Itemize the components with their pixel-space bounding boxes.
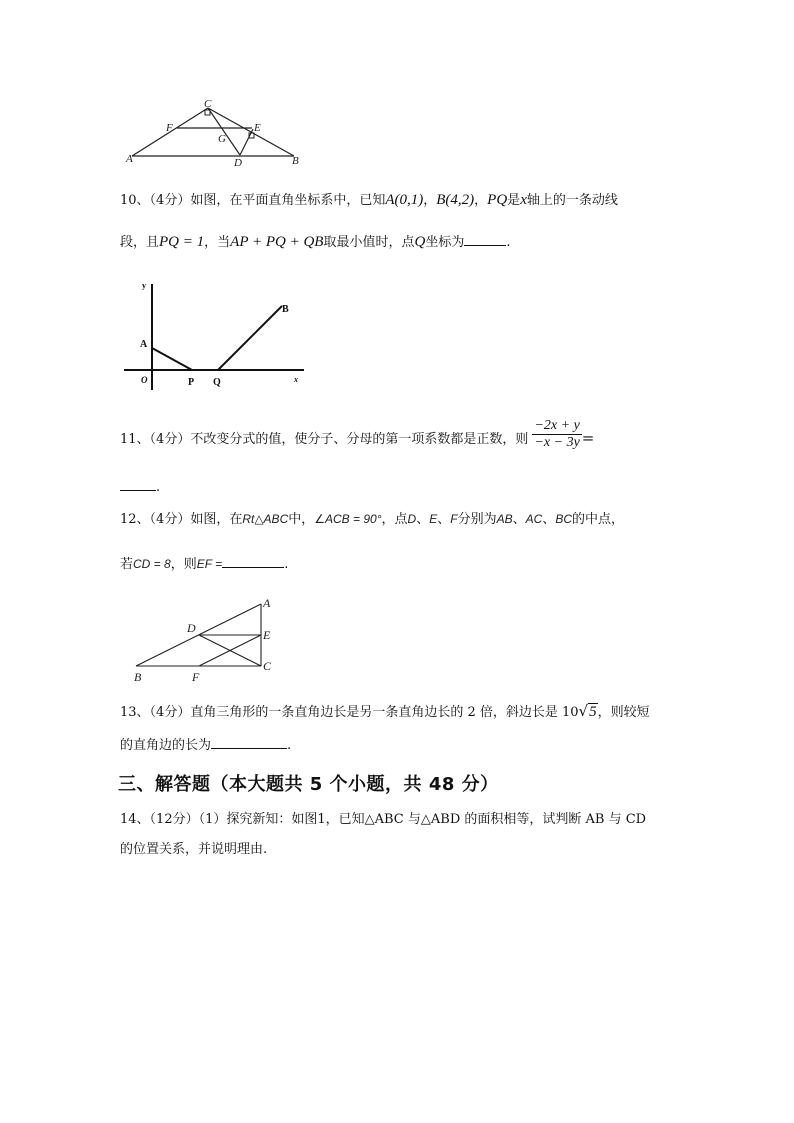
fig2-label-o: O [141, 375, 148, 385]
fig2-label-a: A [140, 339, 148, 350]
fig1-label-a: A [126, 153, 133, 165]
sqrt-radicand: 5 [589, 704, 597, 720]
fig1-label-g: G [218, 133, 226, 145]
fig2-label-b: B [282, 304, 289, 315]
answer-blank[interactable] [211, 736, 287, 749]
fig3-label-e: E [263, 628, 271, 642]
question-10-line2: 段，且PQ = 1，当AP + PQ + QB取最小值时，点Q坐标为 . [120, 234, 511, 250]
fig3-label-f: F [192, 670, 200, 684]
fig1-label-f: F [166, 122, 173, 134]
fig3-label-c: C [263, 659, 272, 673]
fig2-label-x: x [294, 375, 298, 384]
point-b-coord: B(4,2) [436, 192, 475, 208]
question-13-line2: 的直角边的长为 . [120, 738, 292, 753]
fig3-label-b: B [134, 670, 142, 684]
fig2-label-q: Q [213, 377, 221, 388]
question-12-line1: 12、（4分）如图，在Rt△ABC中，∠ACB = 90°，点D、E、F分别为AB、AC、BC的中点， [120, 512, 625, 527]
answer-blank[interactable] [464, 233, 506, 246]
answer-blank[interactable] [222, 555, 284, 568]
figure-coordinate-plane [120, 274, 310, 394]
fig3-label-d: D [187, 621, 196, 635]
section-title: 三、解答题（本大题共 5 个小题，共 48 分） [118, 774, 499, 795]
fig1-label-e: E [254, 122, 261, 134]
sqrt-symbol: √ [578, 702, 589, 720]
fig1-label-d: D [234, 157, 242, 169]
question-12-line2: 若CD = 8，则EF = . [120, 557, 289, 572]
figure-triangle-cfegadb [120, 96, 310, 170]
question-14-line1: 14、（12分）（1）探究新知：如图1，已知△ABC 与△ABD 的面积相等，试判断 AB 与 CD [120, 812, 647, 827]
answer-blank[interactable] [120, 478, 156, 491]
fig1-label-b: B [292, 155, 299, 167]
question-10-line1: 10、（4分）如图，在平面直角坐标系中，已知A(0,1)，B(4,2)，PQ是x轴上的一条动线 [120, 192, 618, 208]
point-a-coord: A(0,1) [385, 192, 424, 208]
question-11: 11、（4分）不改变分式的值，使分子、分母的第一项系数都是正数，则 $\frac{-2x + y}{-x - 3y}$ = [120, 418, 595, 450]
question-11-answer: . [120, 478, 160, 498]
fig2-label-y: y [142, 281, 146, 290]
fraction: $\frac{-2x + y}{-x - 3y}$ [534, 418, 580, 450]
figure-right-triangle [128, 592, 288, 684]
question-13-line1: 13、（4分）直角三角形的一条直角边长是另一条直角边长的 2 倍，斜边长是 10√5，则较短 [120, 702, 650, 720]
fig2-label-p: P [188, 377, 195, 388]
question-14-line2: 的位置关系，并说明理由. [120, 842, 268, 857]
fig3-label-a: A [263, 596, 271, 610]
fig1-label-c: C [204, 98, 212, 110]
